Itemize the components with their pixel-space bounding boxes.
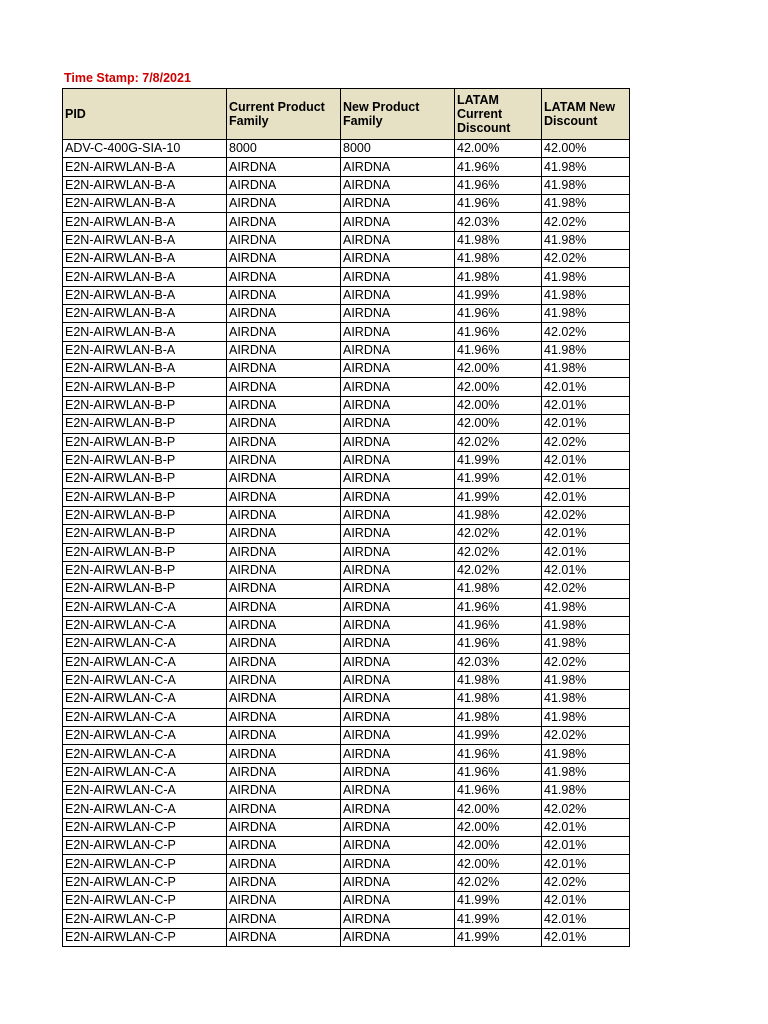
new-discount-cell: 41.98% [542, 763, 630, 781]
current-family-cell: AIRDNA [227, 506, 341, 524]
new-family-cell: AIRDNA [341, 763, 455, 781]
table-row [63, 745, 630, 763]
current-discount-cell: 42.00% [455, 800, 542, 818]
current-family-cell: AIRDNA [227, 415, 341, 433]
new-discount-cell: 42.01% [542, 561, 630, 579]
new-family-cell: AIRDNA [341, 635, 455, 653]
new-family-cell: AIRDNA [341, 616, 455, 634]
current-family-cell: AIRDNA [227, 910, 341, 928]
pid-cell: E2N-AIRWLAN-B-A [63, 195, 227, 213]
new-family-cell: AIRDNA [341, 745, 455, 763]
current-family-cell: AIRDNA [227, 433, 341, 451]
new-discount-cell: 42.02% [542, 323, 630, 341]
new-family-cell: AIRDNA [341, 727, 455, 745]
table-row [63, 195, 630, 213]
current-family-cell: AIRDNA [227, 690, 341, 708]
current-discount-cell: 41.98% [455, 231, 542, 249]
new-family-cell: AIRDNA [341, 433, 455, 451]
new-discount-cell: 42.01% [542, 543, 630, 561]
new-discount-cell: 41.98% [542, 616, 630, 634]
current-discount-cell: 41.96% [455, 341, 542, 359]
new-family-cell: AIRDNA [341, 488, 455, 506]
new-discount-cell: 41.98% [542, 341, 630, 359]
current-family-cell: AIRDNA [227, 268, 341, 286]
pid-cell: E2N-AIRWLAN-B-A [63, 360, 227, 378]
table-row [63, 140, 630, 158]
new-discount-cell: 42.02% [542, 506, 630, 524]
new-discount-cell: 41.98% [542, 690, 630, 708]
new-discount-cell: 42.01% [542, 451, 630, 469]
table-body [63, 140, 630, 947]
new-family-cell: 8000 [341, 140, 455, 158]
current-discount-cell: 41.98% [455, 506, 542, 524]
current-family-cell: AIRDNA [227, 158, 341, 176]
table-row [63, 580, 630, 598]
table-row [63, 598, 630, 616]
new-discount-cell: 41.98% [542, 305, 630, 323]
current-discount-cell: 42.00% [455, 837, 542, 855]
pid-cell: E2N-AIRWLAN-C-A [63, 782, 227, 800]
current-family-cell: 8000 [227, 140, 341, 158]
new-family-cell: AIRDNA [341, 671, 455, 689]
table-row [63, 176, 630, 194]
pid-cell: E2N-AIRWLAN-B-P [63, 580, 227, 598]
table-row [63, 231, 630, 249]
new-family-cell: AIRDNA [341, 341, 455, 359]
pid-cell: E2N-AIRWLAN-C-A [63, 763, 227, 781]
current-family-cell: AIRDNA [227, 360, 341, 378]
new-discount-cell: 42.01% [542, 415, 630, 433]
table-row [63, 451, 630, 469]
table-row [63, 910, 630, 928]
table-row [63, 635, 630, 653]
new-discount-cell: 41.98% [542, 176, 630, 194]
current-family-cell: AIRDNA [227, 598, 341, 616]
current-discount-cell: 41.96% [455, 323, 542, 341]
pid-cell: E2N-AIRWLAN-C-A [63, 635, 227, 653]
current-family-cell: AIRDNA [227, 800, 341, 818]
current-discount-cell: 41.99% [455, 286, 542, 304]
new-family-cell: AIRDNA [341, 286, 455, 304]
current-family-cell: AIRDNA [227, 451, 341, 469]
new-discount-cell: 41.98% [542, 360, 630, 378]
pid-cell: E2N-AIRWLAN-B-A [63, 286, 227, 304]
current-family-cell: AIRDNA [227, 286, 341, 304]
table-row [63, 671, 630, 689]
pid-cell: E2N-AIRWLAN-B-P [63, 543, 227, 561]
current-discount-cell: 41.96% [455, 782, 542, 800]
current-discount-cell: 41.96% [455, 616, 542, 634]
new-family-cell: AIRDNA [341, 598, 455, 616]
current-family-cell: AIRDNA [227, 708, 341, 726]
table-row [63, 873, 630, 891]
new-discount-cell: 42.01% [542, 910, 630, 928]
current-family-cell: AIRDNA [227, 488, 341, 506]
new-family-cell: AIRDNA [341, 506, 455, 524]
pid-cell: E2N-AIRWLAN-B-A [63, 158, 227, 176]
current-family-cell: AIRDNA [227, 176, 341, 194]
current-discount-cell: 41.96% [455, 305, 542, 323]
current-discount-cell: 41.99% [455, 451, 542, 469]
new-discount-cell: 42.02% [542, 580, 630, 598]
current-family-cell: AIRDNA [227, 928, 341, 946]
new-discount-cell: 42.02% [542, 433, 630, 451]
current-discount-cell: 41.99% [455, 488, 542, 506]
new-family-cell: AIRDNA [341, 231, 455, 249]
new-discount-cell: 42.01% [542, 378, 630, 396]
table-row [63, 855, 630, 873]
pid-cell: E2N-AIRWLAN-B-P [63, 488, 227, 506]
new-discount-cell: 41.98% [542, 635, 630, 653]
table-row [63, 396, 630, 414]
current-discount-cell: 42.02% [455, 873, 542, 891]
current-family-cell: AIRDNA [227, 782, 341, 800]
pid-cell: E2N-AIRWLAN-C-A [63, 616, 227, 634]
header-current-product-family: Current Product Family [227, 89, 341, 140]
table-row [63, 268, 630, 286]
table-row [63, 782, 630, 800]
new-discount-cell: 42.01% [542, 892, 630, 910]
table-row [63, 525, 630, 543]
table-row [63, 158, 630, 176]
current-discount-cell: 42.00% [455, 415, 542, 433]
pid-cell: E2N-AIRWLAN-C-P [63, 892, 227, 910]
pid-cell: E2N-AIRWLAN-C-P [63, 873, 227, 891]
new-discount-cell: 41.98% [542, 671, 630, 689]
current-family-cell: AIRDNA [227, 580, 341, 598]
new-family-cell: AIRDNA [341, 158, 455, 176]
new-family-cell: AIRDNA [341, 855, 455, 873]
new-discount-cell: 42.01% [542, 470, 630, 488]
current-discount-cell: 41.96% [455, 158, 542, 176]
table-row [63, 360, 630, 378]
pid-cell: E2N-AIRWLAN-B-A [63, 268, 227, 286]
pid-cell: E2N-AIRWLAN-B-P [63, 470, 227, 488]
table-row [63, 800, 630, 818]
current-discount-cell: 41.96% [455, 635, 542, 653]
new-discount-cell: 41.98% [542, 286, 630, 304]
current-family-cell: AIRDNA [227, 616, 341, 634]
new-discount-cell: 41.98% [542, 268, 630, 286]
discount-table [62, 88, 630, 947]
table-row [63, 653, 630, 671]
current-discount-cell: 42.00% [455, 855, 542, 873]
current-discount-cell: 41.98% [455, 708, 542, 726]
new-family-cell: AIRDNA [341, 892, 455, 910]
current-family-cell: AIRDNA [227, 671, 341, 689]
current-discount-cell: 42.00% [455, 378, 542, 396]
table-row [63, 341, 630, 359]
pid-cell: E2N-AIRWLAN-B-A [63, 341, 227, 359]
current-discount-cell: 41.99% [455, 892, 542, 910]
current-family-cell: AIRDNA [227, 873, 341, 891]
new-family-cell: AIRDNA [341, 323, 455, 341]
table-row [63, 727, 630, 745]
current-family-cell: AIRDNA [227, 231, 341, 249]
pid-cell: E2N-AIRWLAN-B-P [63, 451, 227, 469]
new-family-cell: AIRDNA [341, 653, 455, 671]
new-discount-cell: 42.02% [542, 800, 630, 818]
current-family-cell: AIRDNA [227, 396, 341, 414]
new-family-cell: AIRDNA [341, 580, 455, 598]
current-family-cell: AIRDNA [227, 341, 341, 359]
new-family-cell: AIRDNA [341, 250, 455, 268]
new-discount-cell: 42.01% [542, 525, 630, 543]
pid-cell: E2N-AIRWLAN-C-A [63, 671, 227, 689]
new-family-cell: AIRDNA [341, 268, 455, 286]
new-family-cell: AIRDNA [341, 818, 455, 836]
pid-cell: E2N-AIRWLAN-B-P [63, 396, 227, 414]
current-family-cell: AIRDNA [227, 727, 341, 745]
current-discount-cell: 41.98% [455, 690, 542, 708]
pid-cell: E2N-AIRWLAN-B-P [63, 433, 227, 451]
current-family-cell: AIRDNA [227, 470, 341, 488]
new-family-cell: AIRDNA [341, 360, 455, 378]
header-latam-current-discount: LATAM Current Discount [455, 89, 542, 140]
new-discount-cell: 42.02% [542, 653, 630, 671]
new-family-cell: AIRDNA [341, 378, 455, 396]
pid-cell: E2N-AIRWLAN-B-A [63, 231, 227, 249]
current-discount-cell: 42.03% [455, 653, 542, 671]
current-discount-cell: 42.02% [455, 543, 542, 561]
pid-cell: E2N-AIRWLAN-B-P [63, 561, 227, 579]
new-family-cell: AIRDNA [341, 543, 455, 561]
current-discount-cell: 42.00% [455, 140, 542, 158]
pid-cell: E2N-AIRWLAN-C-P [63, 928, 227, 946]
new-family-cell: AIRDNA [341, 415, 455, 433]
pid-cell: E2N-AIRWLAN-B-A [63, 323, 227, 341]
pid-cell: E2N-AIRWLAN-B-P [63, 415, 227, 433]
timestamp-label: Time Stamp: 7/8/2021 [64, 71, 191, 85]
pid-cell: E2N-AIRWLAN-B-A [63, 176, 227, 194]
current-family-cell: AIRDNA [227, 213, 341, 231]
current-family-cell: AIRDNA [227, 653, 341, 671]
table-row [63, 543, 630, 561]
new-family-cell: AIRDNA [341, 873, 455, 891]
current-discount-cell: 41.98% [455, 671, 542, 689]
current-family-cell: AIRDNA [227, 635, 341, 653]
pid-cell: E2N-AIRWLAN-C-A [63, 745, 227, 763]
pid-cell: E2N-AIRWLAN-B-A [63, 250, 227, 268]
new-family-cell: AIRDNA [341, 690, 455, 708]
table-row [63, 708, 630, 726]
header-latam-new-discount: LATAM New Discount [542, 89, 630, 140]
current-discount-cell: 42.02% [455, 561, 542, 579]
current-family-cell: AIRDNA [227, 250, 341, 268]
table-row [63, 763, 630, 781]
pid-cell: E2N-AIRWLAN-B-A [63, 213, 227, 231]
pid-cell: E2N-AIRWLAN-C-P [63, 855, 227, 873]
new-discount-cell: 41.98% [542, 745, 630, 763]
table-row [63, 616, 630, 634]
new-discount-cell: 42.01% [542, 818, 630, 836]
current-discount-cell: 41.99% [455, 727, 542, 745]
header-new-product-family: New Product Family [341, 89, 455, 140]
current-family-cell: AIRDNA [227, 323, 341, 341]
new-discount-cell: 41.98% [542, 195, 630, 213]
new-discount-cell: 41.98% [542, 598, 630, 616]
pid-cell: E2N-AIRWLAN-C-A [63, 690, 227, 708]
current-family-cell: AIRDNA [227, 818, 341, 836]
current-discount-cell: 41.99% [455, 470, 542, 488]
new-family-cell: AIRDNA [341, 525, 455, 543]
new-discount-cell: 42.02% [542, 873, 630, 891]
new-discount-cell: 41.98% [542, 782, 630, 800]
new-family-cell: AIRDNA [341, 305, 455, 323]
current-discount-cell: 41.98% [455, 268, 542, 286]
new-family-cell: AIRDNA [341, 195, 455, 213]
current-family-cell: AIRDNA [227, 892, 341, 910]
pid-cell: E2N-AIRWLAN-B-P [63, 378, 227, 396]
table-row [63, 323, 630, 341]
pid-cell: E2N-AIRWLAN-B-P [63, 525, 227, 543]
current-discount-cell: 41.99% [455, 910, 542, 928]
current-discount-cell: 42.00% [455, 818, 542, 836]
table-row [63, 837, 630, 855]
current-family-cell: AIRDNA [227, 525, 341, 543]
new-family-cell: AIRDNA [341, 928, 455, 946]
table-row [63, 286, 630, 304]
table-row [63, 213, 630, 231]
new-family-cell: AIRDNA [341, 176, 455, 194]
current-family-cell: AIRDNA [227, 378, 341, 396]
pid-cell: E2N-AIRWLAN-C-A [63, 653, 227, 671]
current-discount-cell: 41.96% [455, 745, 542, 763]
new-family-cell: AIRDNA [341, 837, 455, 855]
table-row [63, 506, 630, 524]
pid-cell: E2N-AIRWLAN-C-A [63, 800, 227, 818]
current-discount-cell: 41.98% [455, 580, 542, 598]
pid-cell: E2N-AIRWLAN-C-A [63, 598, 227, 616]
new-discount-cell: 41.98% [542, 708, 630, 726]
new-discount-cell: 41.98% [542, 158, 630, 176]
table-row [63, 892, 630, 910]
current-discount-cell: 41.99% [455, 928, 542, 946]
table-row [63, 818, 630, 836]
table-row [63, 928, 630, 946]
new-discount-cell: 41.98% [542, 231, 630, 249]
new-discount-cell: 42.02% [542, 213, 630, 231]
new-family-cell: AIRDNA [341, 910, 455, 928]
current-discount-cell: 41.96% [455, 176, 542, 194]
current-family-cell: AIRDNA [227, 763, 341, 781]
table-row [63, 561, 630, 579]
new-family-cell: AIRDNA [341, 396, 455, 414]
current-family-cell: AIRDNA [227, 543, 341, 561]
current-discount-cell: 42.02% [455, 525, 542, 543]
pid-cell: E2N-AIRWLAN-B-P [63, 506, 227, 524]
new-discount-cell: 42.02% [542, 727, 630, 745]
current-discount-cell: 42.00% [455, 396, 542, 414]
pid-cell: E2N-AIRWLAN-C-A [63, 727, 227, 745]
current-discount-cell: 41.98% [455, 250, 542, 268]
new-discount-cell: 42.00% [542, 140, 630, 158]
table-row [63, 305, 630, 323]
table-row [63, 415, 630, 433]
new-family-cell: AIRDNA [341, 451, 455, 469]
pid-cell: E2N-AIRWLAN-C-P [63, 910, 227, 928]
current-family-cell: AIRDNA [227, 305, 341, 323]
table-row [63, 690, 630, 708]
current-family-cell: AIRDNA [227, 561, 341, 579]
current-family-cell: AIRDNA [227, 855, 341, 873]
new-family-cell: AIRDNA [341, 470, 455, 488]
new-family-cell: AIRDNA [341, 561, 455, 579]
current-discount-cell: 41.96% [455, 598, 542, 616]
new-family-cell: AIRDNA [341, 782, 455, 800]
current-family-cell: AIRDNA [227, 745, 341, 763]
current-discount-cell: 41.96% [455, 763, 542, 781]
header-row [63, 89, 630, 140]
new-family-cell: AIRDNA [341, 708, 455, 726]
new-discount-cell: 42.01% [542, 396, 630, 414]
new-discount-cell: 42.01% [542, 855, 630, 873]
current-discount-cell: 42.02% [455, 433, 542, 451]
pid-cell: E2N-AIRWLAN-C-A [63, 708, 227, 726]
current-discount-cell: 42.00% [455, 360, 542, 378]
table-row [63, 433, 630, 451]
new-discount-cell: 42.01% [542, 488, 630, 506]
pid-cell: E2N-AIRWLAN-B-A [63, 305, 227, 323]
new-discount-cell: 42.02% [542, 250, 630, 268]
table-row [63, 470, 630, 488]
new-discount-cell: 42.01% [542, 837, 630, 855]
new-family-cell: AIRDNA [341, 800, 455, 818]
current-family-cell: AIRDNA [227, 837, 341, 855]
pid-cell: ADV-C-400G-SIA-10 [63, 140, 227, 158]
table-row [63, 250, 630, 268]
header-pid: PID [63, 89, 227, 140]
table-row [63, 378, 630, 396]
pid-cell: E2N-AIRWLAN-C-P [63, 837, 227, 855]
pid-cell: E2N-AIRWLAN-C-P [63, 818, 227, 836]
current-discount-cell: 41.96% [455, 195, 542, 213]
new-discount-cell: 42.01% [542, 928, 630, 946]
current-discount-cell: 42.03% [455, 213, 542, 231]
new-family-cell: AIRDNA [341, 213, 455, 231]
table-row [63, 488, 630, 506]
current-family-cell: AIRDNA [227, 195, 341, 213]
